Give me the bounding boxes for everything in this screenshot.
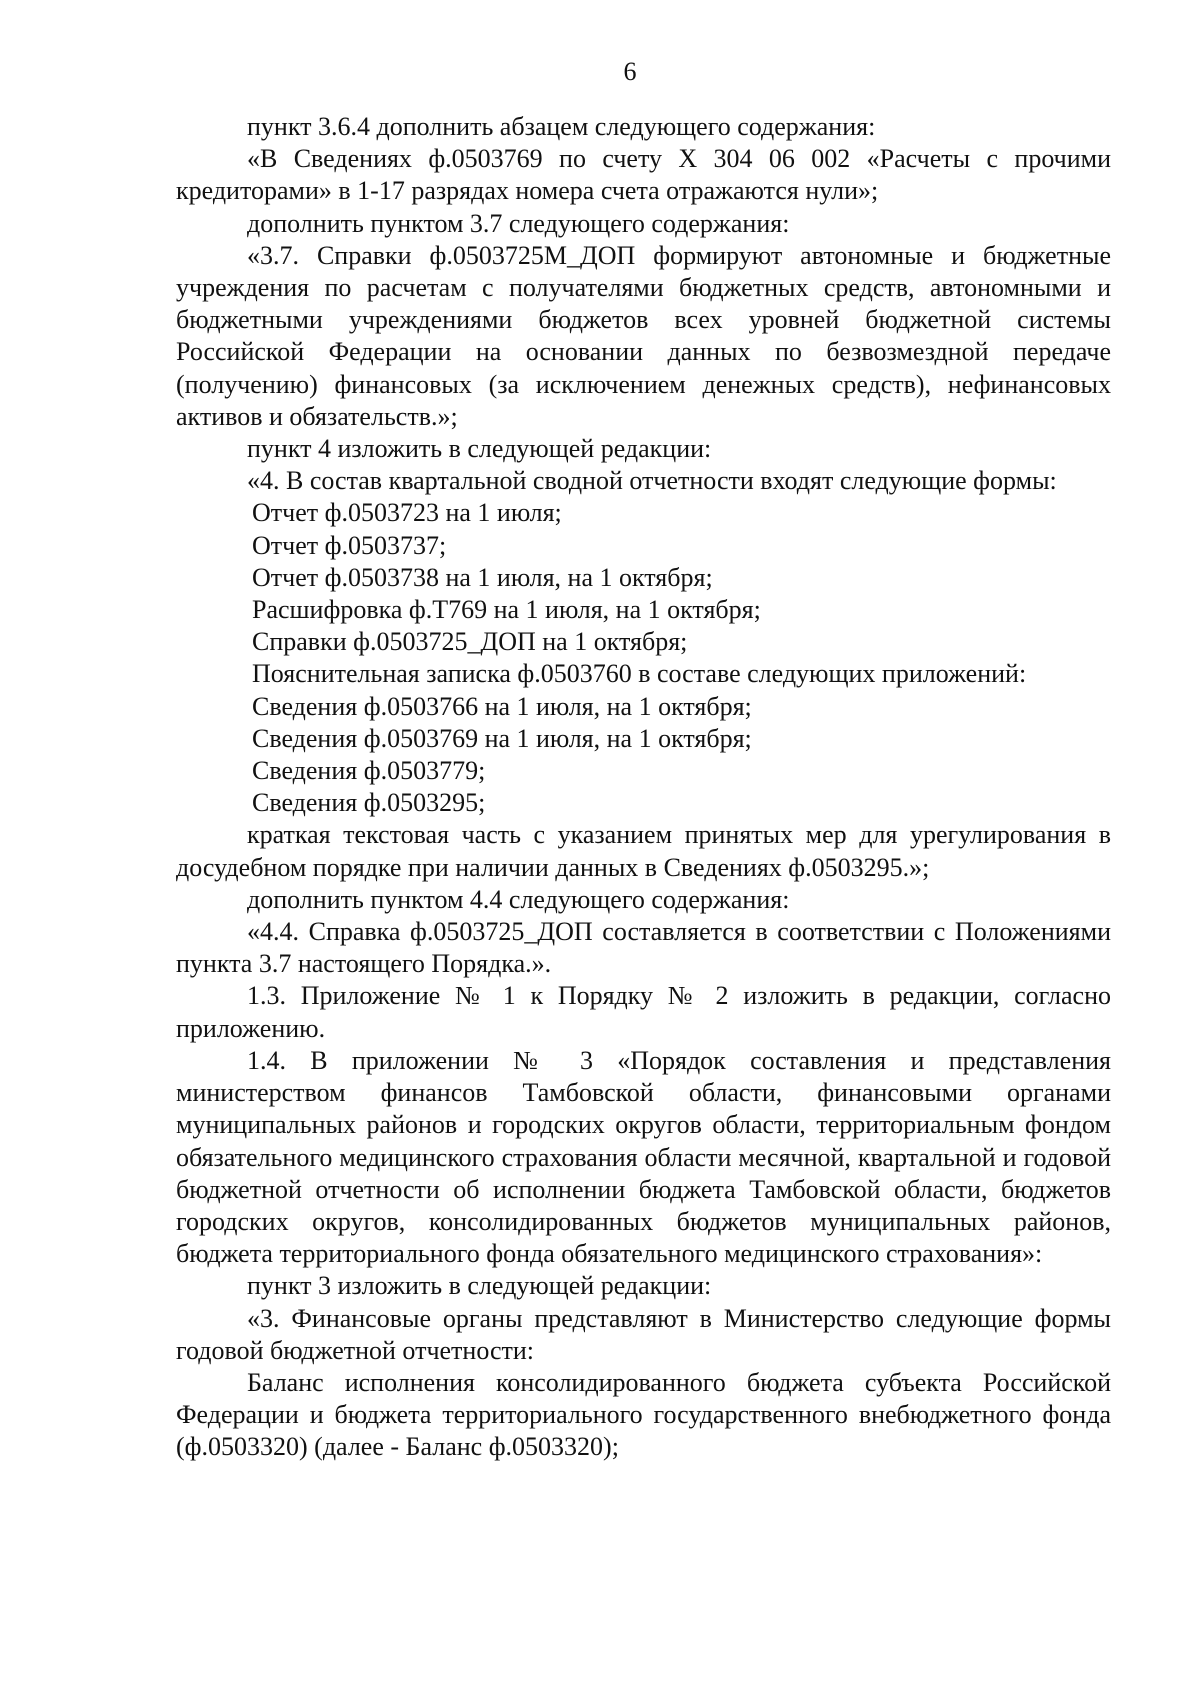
list-item: Справки ф.0503725_ДОП на 1 октября; <box>252 627 688 657</box>
paragraph-add-3-7: дополнить пунктом 3.7 следующего содержания: <box>247 208 790 238</box>
paragraph-1-3: 1.3. Приложение № 1 к Порядку № 2 изложить в редакции, согласно приложению. <box>176 981 1111 1043</box>
paragraph-point-4-text: «4. В состав квартальной сводной отчетности входят следующие формы: <box>247 466 1057 496</box>
paragraph-1-4: 1.4. В приложении № 3 «Порядок составления и представления министерством финансов Тамбовской области, финансовыми органами муниципальных районов и городских округов области, территориальным фондом обязательного медицинского страхования области месячной, квартальной и годовой бюджетной отчетности об исполнении бюджета Тамбовской области, бюджетов городских округов, консолидированных бюджетов муниципальных районов, бюджета территориального фонда обязательного медицинского страхования»: <box>176 1045 1111 1269</box>
paragraph-brief-text-part: краткая текстовая часть с указанием принятых мер для урегулирования в досудебном порядке при наличии данных в Сведениях ф.0503295.»; <box>176 820 1111 882</box>
list-item: Расшифровка ф.Т769 на 1 июля, на 1 октября; <box>252 595 761 625</box>
page-number: 6 <box>623 57 637 86</box>
list-item: Сведения ф.0503769 на 1 июля, на 1 октября; <box>252 723 752 753</box>
list-item: Сведения ф.0503766 на 1 июля, на 1 октября; <box>252 691 752 721</box>
paragraph-point-4-amend: пункт 4 изложить в следующей редакции: <box>247 434 712 464</box>
paragraph-point-3-text: «3. Финансовые органы представляют в Министерство следующие формы годовой бюджетной отчетности: <box>176 1303 1111 1365</box>
paragraph-3-6-4-amend: пункт 3.6.4 дополнить абзацем следующего содержания: <box>247 112 876 141</box>
paragraph-3-6-4-text: «В Сведениях ф.0503769 по счету Х 304 06 002 «Расчеты с прочими кредиторами» в 1-17 разрядах номера счета отражаются нули»; <box>176 144 1111 206</box>
list-item: Пояснительная записка ф.0503760 в составе следующих приложений: <box>252 659 1027 689</box>
paragraph-point-3-amend: пункт 3 изложить в следующей редакции: <box>247 1271 712 1301</box>
list-item: Сведения ф.0503779; <box>252 756 486 786</box>
paragraph-4-4-text: «4.4. Справка ф.0503725_ДОП составляется в соответствии с Положениями пункта 3.7 настоящего Порядка.». <box>176 917 1111 979</box>
list-item: Отчет ф.0503737; <box>252 530 447 560</box>
paragraph-balance-0503320: Баланс исполнения консолидированного бюджета субъекта Российской Федерации и бюджета территориального государственного внебюджетного фонда (ф.0503320) (далее - Баланс ф.0503320); <box>176 1367 1111 1462</box>
list-item: Отчет ф.0503738 на 1 июля, на 1 октября; <box>252 562 713 592</box>
document-body <box>176 111 1111 1464</box>
paragraph-3-7-text: «3.7. Справки ф.0503725М_ДОП формируют автономные и бюджетные учреждения по расчетам с получателями бюджетных средств, автономными и бюджетными учреждениями бюджетов всех уровней бюджетной системы Российской Федерации на основании данных по безвозмездной передаче (получению) финансовых (за исключением денежных средств), нефинансовых активов и обязательств.»; <box>176 240 1111 431</box>
list-item: Сведения ф.0503295; <box>252 788 486 818</box>
list-item: Отчет ф.0503723 на 1 июля; <box>252 498 562 528</box>
paragraph-add-4-4: дополнить пунктом 4.4 следующего содержания: <box>247 884 790 914</box>
